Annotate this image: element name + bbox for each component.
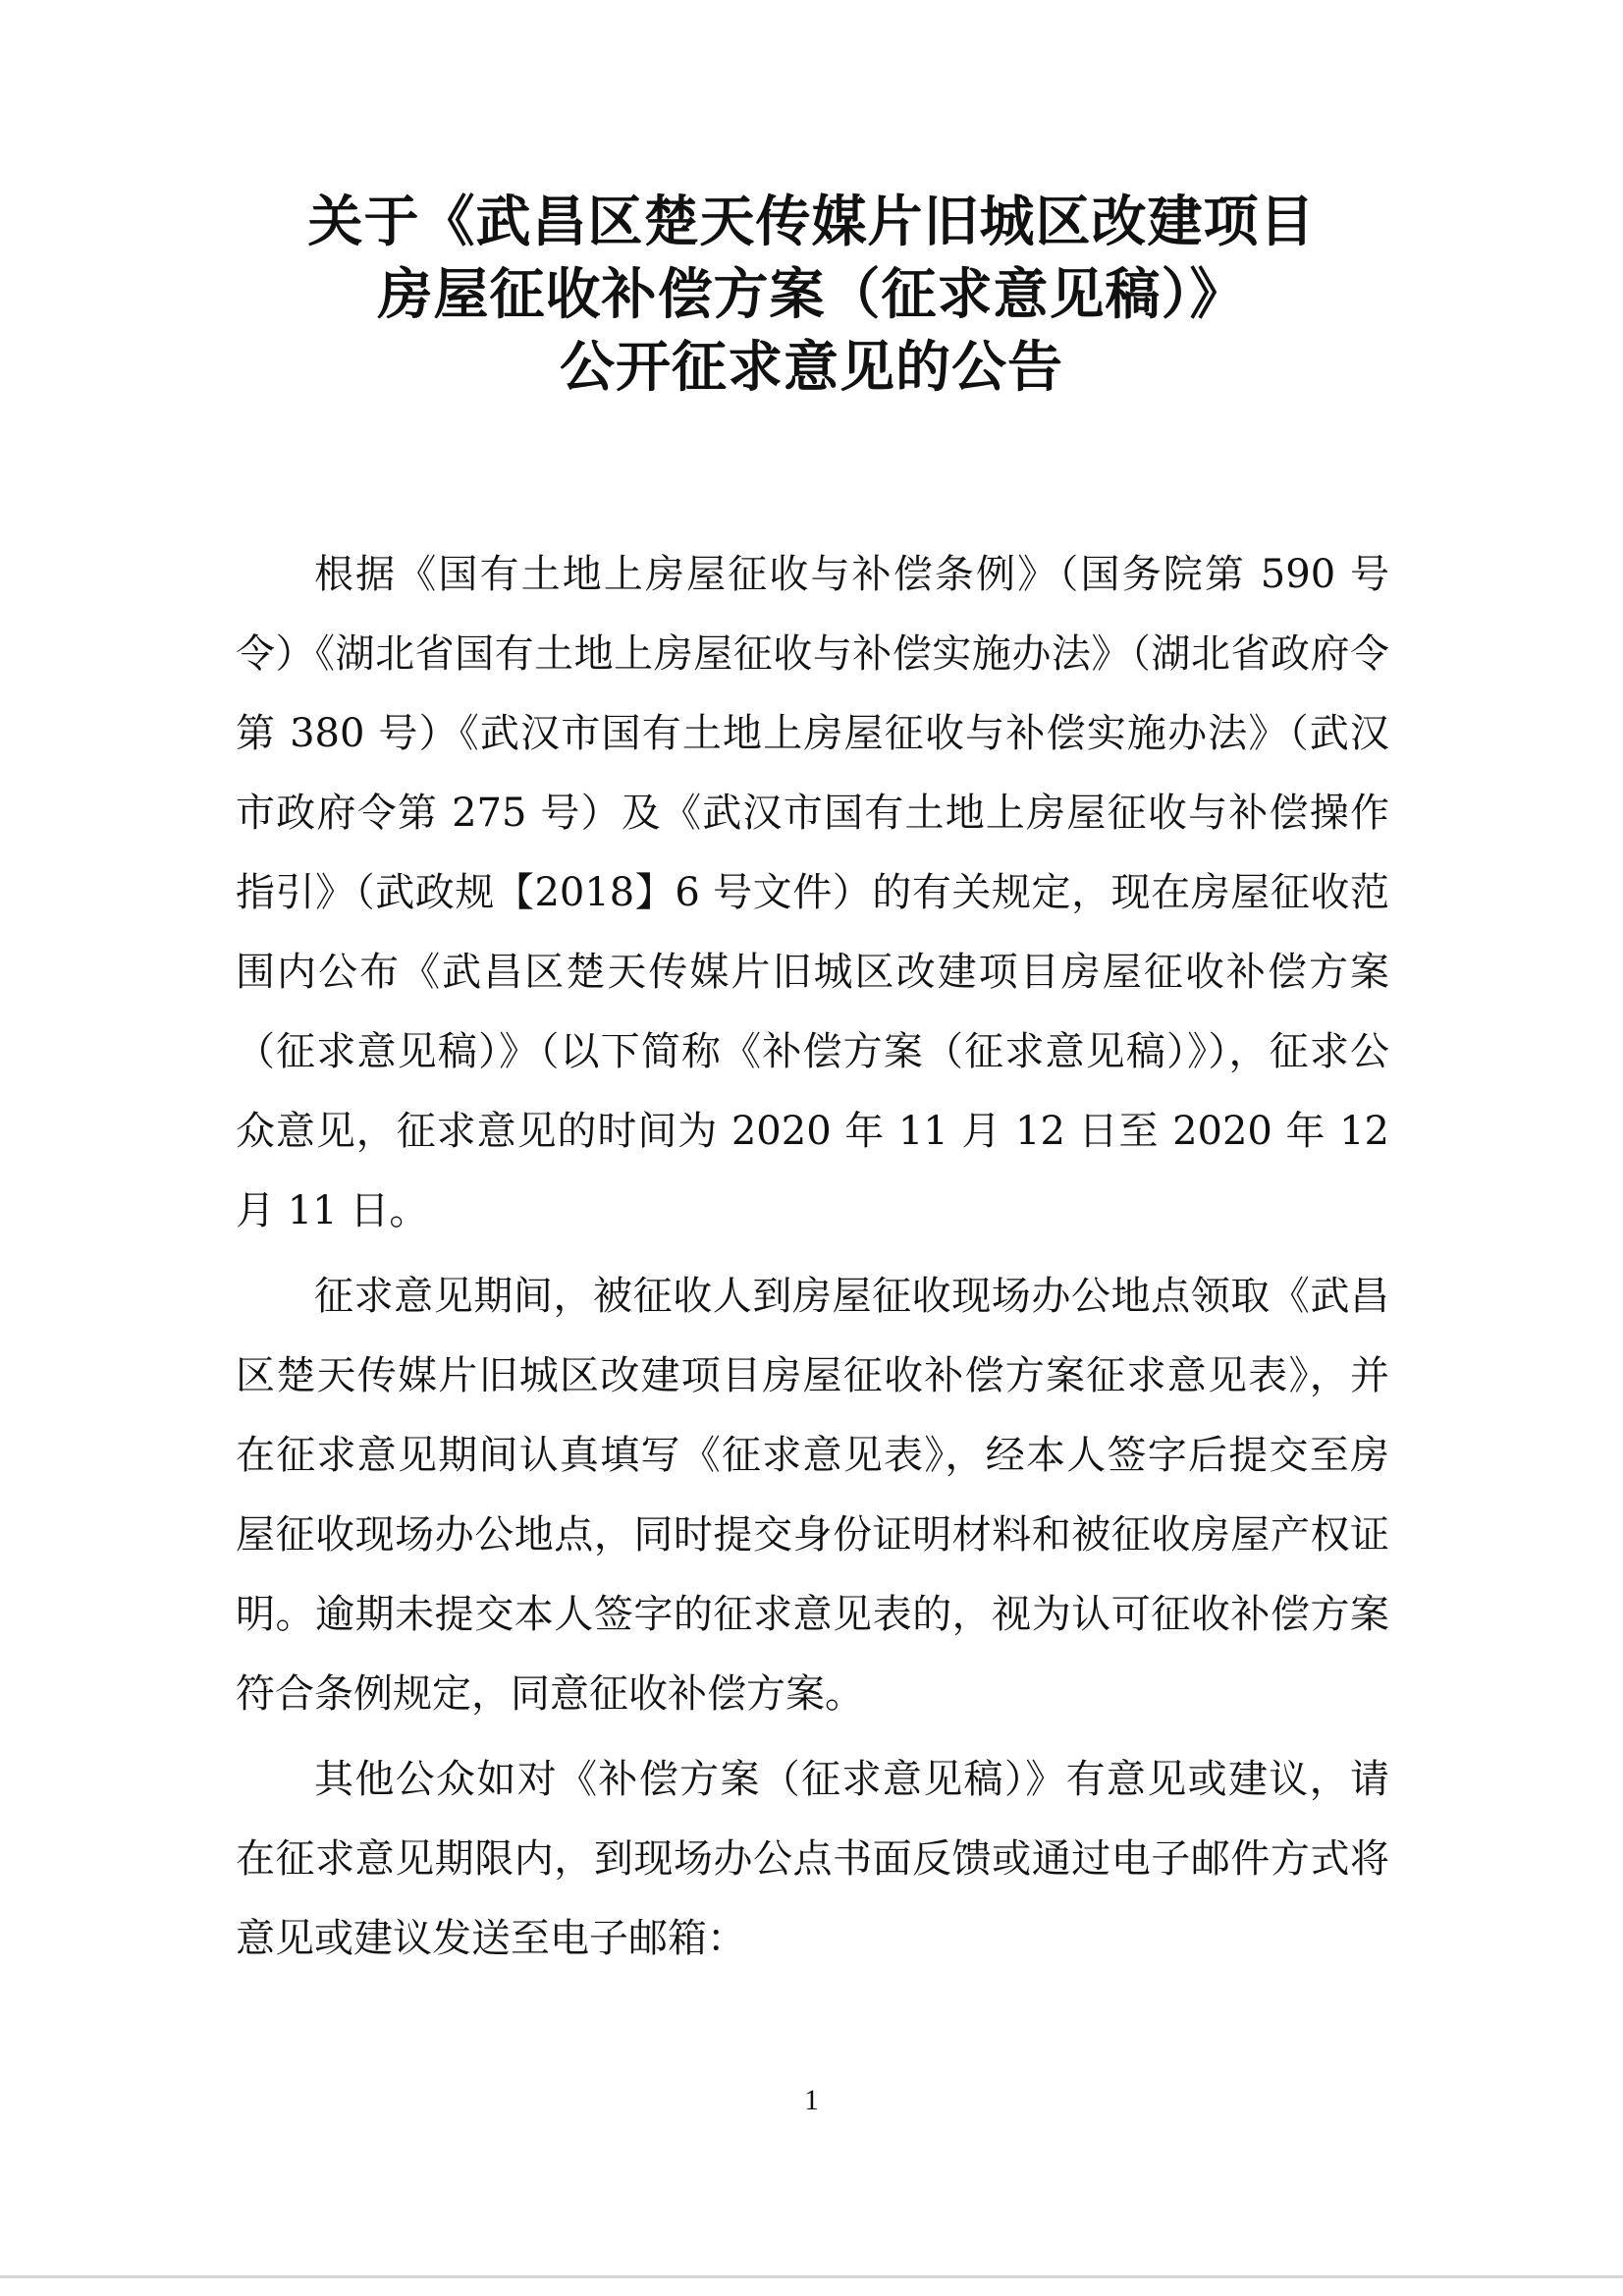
title-line-1: 关于《武昌区楚天传媒片旧城区改建项目 — [307, 191, 1316, 254]
paragraph-public-suggestions: 其他公众如对《补偿方案（征求意见稿）》有意见或建议，请在征求意见期限内，到现场办公点书面反馈或通过电子邮件方式将意见或建议发送至电子邮箱： — [236, 1757, 1389, 1961]
title-line-3: 公开征求意见的公告 — [560, 336, 1063, 400]
title-line-2: 房屋征收补偿方案（征求意见稿）》 — [377, 263, 1246, 327]
paragraph-legal-basis: 根据《国有土地上房屋征收与补偿条例》（国务院第 590 号令）《湖北省国有土地上房屋征收与补偿实施办法》（湖北省政府令第 380 号）《武汉市国有土地上房屋征收与补偿实施办法》（武汉市政府令第 275 号）及《武汉市国有土地上房屋征收与补偿操作指引》（武政规【2018】6 号文件）的有关规定，现在房屋征收范围内公布《武昌区楚天传媒片旧城区改建项目房屋征收补偿方案（征求意见稿）》（以下简称《补偿方案（征求意见稿）》），征求公众意见，征求意见的时间为 2020 年 11 月 12 日至 2020 年 12 月 11 日。 — [236, 552, 1389, 1233]
paragraph-feedback-procedure: 征求意见期间，被征收人到房屋征收现场办公地点领取《武昌区楚天传媒片旧城区改建项目房屋征收补偿方案征求意见表》，并在征求意见期间认真填写《征求意见表》，经本人签字后提交至房屋征收现场办公地点，同时提交身份证明材料和被征收房屋产权证明。逾期未提交本人签字的征求意见表的，视为认可征收补偿方案符合条例规定，同意征收补偿方案。 — [236, 1274, 1389, 1717]
scan-edge-line — [0, 2275, 1623, 2278]
document-title — [147, 187, 1476, 405]
document-body — [236, 535, 1389, 1979]
page-number: 1 — [804, 2084, 819, 2116]
